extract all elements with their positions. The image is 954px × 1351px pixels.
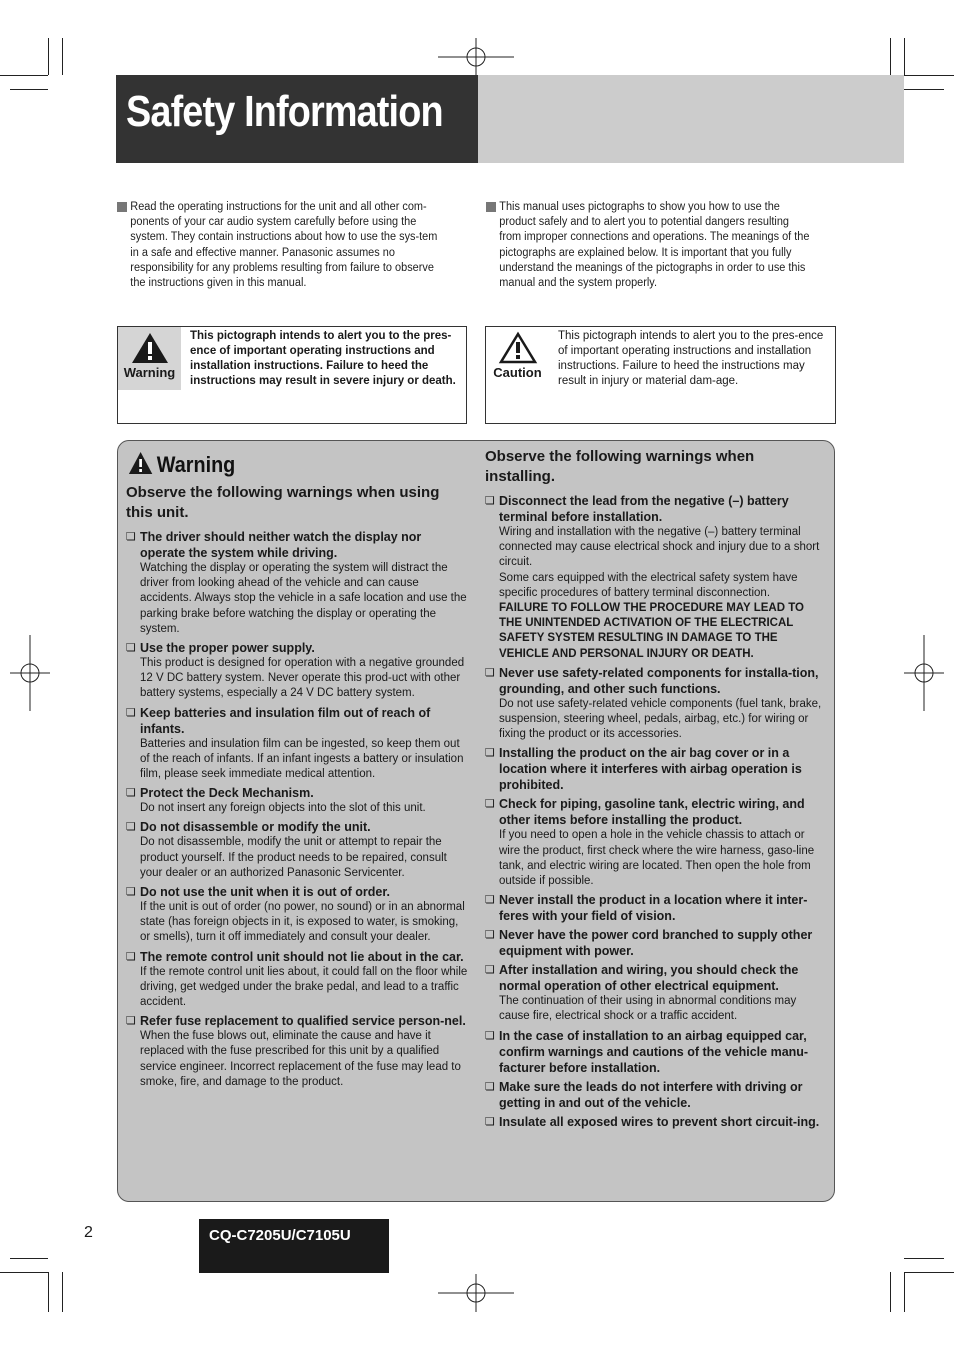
warning-item-body: The continuation of their using in abnormal conditions may cause fire, electrical shock or a traffic accident. <box>499 995 797 1023</box>
warning-item <box>126 705 468 783</box>
warning-item-heading: ❏ The driver should neither watch the display nor operate the system while driving. <box>126 529 468 561</box>
model-number: CQ-C7205U/C7105U <box>209 1227 351 1244</box>
caution-pictograph-label: Caution <box>493 365 542 380</box>
warning-item-heading: ❏ Insulate all exposed wires to prevent short circuit-ing. <box>485 1114 827 1130</box>
warning-item <box>126 1013 468 1090</box>
caution-pictograph-text: This pictograph intends to alert you to the pres-ence of important operating instructions and installation instructions. Failure to heed the instructions may result in injury or material dam-age. <box>558 330 824 387</box>
warning-panel-title-text: Warning <box>156 452 236 477</box>
warning-triangle-icon <box>130 331 170 365</box>
warning-item-body: If you need to open a hole in the vehicle chassis to attach or wire the product, first check where the wire harness, gaso-line tank, and electric wiring are located. Then open the hole from outside if possible. <box>499 829 815 888</box>
warning-item-heading: ❏ Keep batteries and insulation film out of reach of infants. <box>126 705 468 737</box>
intro-left-text: Read the operating instructions for the unit and all other com-ponents of your car audio system carefully before using the system. They contain instructions about how to use the sys-tem in a safe and effective manner. Panasonic assumes no responsibility for any problems resulting from failure to observe the instructions given in this manual. <box>130 201 438 290</box>
using-heading: Observe the following warnings when using this unit. <box>126 484 440 521</box>
warning-item <box>485 665 827 743</box>
registration-mark-icon <box>438 38 514 76</box>
warning-item <box>485 962 827 1024</box>
warning-pictograph-label: Warning <box>123 365 176 380</box>
intro-left <box>117 200 465 291</box>
warning-item <box>485 927 827 959</box>
warning-item-heading: ❏ Refer fuse replacement to qualified service person-nel. <box>126 1013 468 1029</box>
warning-item-body: Do not disassemble, modify the unit or attempt to repair the product yourself. If the product needs to be repaired, consult your dealer or an authorized Panasonic Servicenter. <box>140 836 447 879</box>
warning-item <box>485 493 827 662</box>
warning-item-heading: ❏ Never install the product in a location where it inter-feres with your field of vision. <box>485 892 827 924</box>
warning-item-body: If the remote control unit lies about, it could fall on the floor while driving, get wedged under the brake pedal, and lead to a traffic accident. <box>140 965 468 1009</box>
warning-item-heading: ❏ Never have the power cord branched to supply other equipment with power. <box>485 927 827 959</box>
warning-item-heading: ❏ Never use safety-related components for installa-tion, grounding, and other such functions. <box>485 665 827 697</box>
warning-item <box>485 1079 827 1111</box>
warning-pictograph <box>118 327 181 390</box>
warning-item-body: Some cars equipped with the electrical safety system have specific procedures of battery terminal disconnection. <box>499 571 798 599</box>
warning-item-heading: ❏ Make sure the leads do not interfere with driving or getting in and out of the vehicle. <box>485 1079 827 1111</box>
warnings-using-column <box>126 483 468 1093</box>
warning-item <box>485 892 827 924</box>
caution-triangle-icon <box>498 331 538 365</box>
warning-item-body: This product is designed for operation with a negative grounded 12 V DC battery system. Never operate this prod-uct with other battery systems, especially a 24 V DC battery system. <box>140 657 465 700</box>
model-badge <box>199 1219 389 1273</box>
warning-item-body: Watching the display or operating the system will distract the driver from looking ahead of the vehicle and can cause accidents. Always stop the vehicle in a safe location and use the parking brake before watching the display or operating the system. <box>140 562 467 635</box>
warning-item-body: When the fuse blows out, eliminate the cause and have it replaced with the fuse prescribed for this unit by a qualified service engineer. Incorrect replacement of the fuse may lead to smoke, fire, and damage to the product. <box>140 1030 461 1088</box>
intro-right-text: This manual uses pictographs to show you how to use the product safely and to alert you to potential dangers resulting from improper connections and operations. The meanings of the pictographs are explained below. It is important that you fully understand the meanings of the pictographs in order to use this manual and the system properly. <box>499 201 810 290</box>
warning-panel-title <box>128 451 235 478</box>
intro-right <box>486 200 830 291</box>
warning-item-heading: ❏ Disconnect the lead from the negative (–) battery terminal before installation. <box>485 493 827 525</box>
warning-item <box>126 949 468 1011</box>
warning-item-heading: ❏ After installation and wiring, you should check the normal operation of other electrical equipment. <box>485 962 827 994</box>
caution-pictograph <box>486 327 549 390</box>
page-number: 2 <box>84 1224 93 1241</box>
title-bar <box>116 75 478 163</box>
warning-item-heading: ❏ Do not use the unit when it is out of order. <box>126 884 468 900</box>
warning-item <box>485 1114 827 1130</box>
registration-mark-icon <box>904 635 944 711</box>
warning-item-heading: ❏ Check for piping, gasoline tank, electric wiring, and other items before installing the product. <box>485 796 827 828</box>
warning-panel <box>117 440 835 1202</box>
warning-item-body: Do not use safety-related vehicle components (fuel tank, brake, suspension, steering wheel, pedals, airbag, etc.) for wiring or fixing the product or its accessories. <box>499 697 822 741</box>
warning-item <box>485 1028 827 1076</box>
warning-item-heading: ❏ Protect the Deck Mechanism. <box>126 785 468 801</box>
warning-item-heading: ❏ The remote control unit should not lie about in the car. <box>126 949 468 965</box>
warning-item <box>485 796 827 889</box>
warning-item-heading: ❏ In the case of installation to an airbag equipped car, confirm warnings and cautions of the vehicle manu-facturer before installation. <box>485 1028 827 1076</box>
registration-mark-icon <box>438 1274 514 1312</box>
installing-heading: Observe the following warnings when installing. <box>485 448 755 485</box>
warning-item-heading: ❏ Do not disassemble or modify the unit. <box>126 819 468 835</box>
warning-item <box>126 884 468 946</box>
warning-item <box>126 529 468 637</box>
warnings-installing-column <box>485 447 827 1133</box>
warning-item-body: Wiring and installation with the negative (–) battery terminal connected may cause electrical shock and injury due to a short circuit. <box>499 526 820 569</box>
warning-item-body: Batteries and insulation film can be ingested, so keep them out of the reach of infants. If an infant ingests a battery or insulation film, please seek immediate medical attention. <box>140 737 464 781</box>
warning-item <box>126 819 468 881</box>
warning-item <box>485 745 827 793</box>
warning-triangle-icon <box>128 451 153 475</box>
warning-item <box>126 640 468 702</box>
warning-item <box>126 785 468 816</box>
warning-pictograph-box <box>117 326 467 424</box>
warning-item-heading: ❏ Installing the product on the air bag cover or in a location where it interferes with airbag operation is prohibited. <box>485 745 827 793</box>
warning-item-body: Do not insert any foreign objects into the slot of this unit. <box>140 802 426 815</box>
warning-item-body: If the unit is out of order (no power, no sound) or in an abnormal state (has foreign objects in it, is exposed to water, is smoking, or smells), turn it off immediately and consult your dealer. <box>140 901 465 944</box>
title-bar-extension <box>478 75 904 163</box>
warning-item-heading: ❏ Use the proper power supply. <box>126 640 468 656</box>
caution-pictograph-box <box>485 326 836 424</box>
registration-mark-icon <box>10 635 50 711</box>
page-title: Safety Information <box>126 87 443 136</box>
warning-pictograph-text: This pictograph intends to alert you to the pres-ence of important operating instructions and installation instructions. Failure to heed the instructions may result in severe injury or death. <box>190 330 456 387</box>
warning-item-body: FAILURE TO FOLLOW THE PROCEDURE MAY LEAD TO THE UNINTENDED ACTIVATION OF THE ELECTRICAL SAFETY SYSTEM RESULTING IN DAMAGE TO THE VEHICLE AND PERSONAL INJURY OR DEATH. <box>499 602 804 660</box>
